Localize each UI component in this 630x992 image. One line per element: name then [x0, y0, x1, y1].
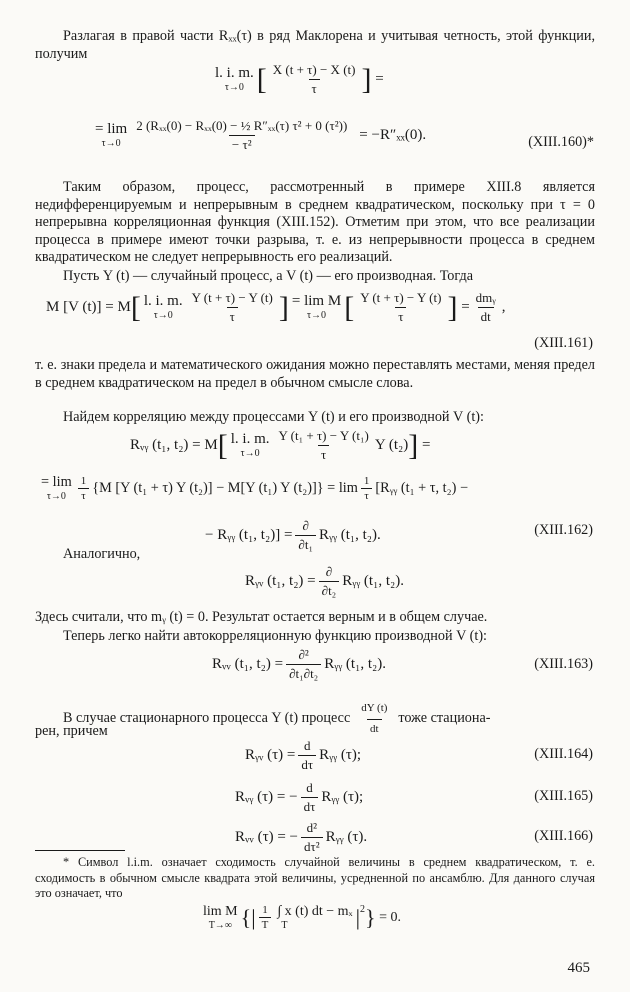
page-number: 465	[567, 960, 590, 976]
equation-xiii-162-line1: Rᵥᵧ (t₁, t₂) = M [ l. i. m. τ→0 $\frac{\text{Y (t₁ + τ) − Y (t₁)}}{\tau}$ Y (t₂) ] =	[130, 428, 431, 462]
equation-tail: Rᵧᵧ (τ);	[319, 747, 362, 763]
equation-tail: Rᵧᵧ (t₁, t₂).	[319, 527, 381, 543]
lim-operator: lim M	[203, 903, 238, 919]
lim-subscript: τ→0	[101, 138, 121, 149]
numerator: Y (t + τ) − Y (t)	[191, 290, 273, 305]
fraction	[298, 738, 316, 773]
denominator: ∂t₁	[295, 535, 316, 553]
equation-lhs: M [V (t)] = M	[46, 299, 131, 315]
fraction	[319, 564, 340, 599]
denominator: τ	[361, 488, 371, 502]
equation-body: {M [Y (t₁ + τ) Y (t₂)] − M[Y (t₁) Y (t₂)]} = lim	[92, 480, 358, 496]
lim-operator: l. i. m.	[230, 431, 270, 447]
denominator: dt	[367, 719, 382, 739]
equation-tail: Rᵧᵧ (t₁, t₂).	[324, 656, 386, 672]
numerator: 2 (Rₓₓ(0) − Rₓₓ(0) − ½ R″ₓₓ(τ) τ² + 0 (τ²))	[136, 118, 348, 133]
equation-tail: = 0.	[379, 909, 401, 925]
fraction	[259, 904, 272, 931]
equation-lhs: Rᵥᵥ (τ) = −	[235, 829, 299, 845]
numerator: 1	[262, 904, 268, 916]
numerator: d	[303, 738, 311, 753]
numerator: Y (t + τ) − Y (t)	[360, 290, 442, 305]
fraction	[357, 290, 444, 325]
lim-subscript: τ→0	[224, 82, 244, 93]
equation-analogous	[245, 564, 404, 599]
footnote-divider	[35, 850, 125, 851]
footnote-equation: lim M T→∞ { | $\frac{1}{T}$ ∫ x (t) dt − mₓ T | $^2$ } = 0.	[203, 903, 401, 931]
lim-subscript: τ→0	[307, 310, 327, 321]
integral-body: ∫ x (t) dt − mₓ	[277, 903, 353, 919]
paragraph-2: Таким образом, процесс, рассмотренный в примере XIII.8 является недифференцируемым и непрерывным в среднем квадратическом, поскольку при τ = 0 непрерывна корреляционная функция (XIII.152). Отметим при этом, что все реализации процесса в примере имеют точки разрыва, т. е. из непрерывности процесса в среднем квадратическом не следует непрерывность его реализаций.	[35, 179, 595, 266]
lim-operator: l. i. m.	[143, 293, 183, 309]
paragraph-6: Аналогично,	[63, 546, 141, 562]
lim-operator: = lim	[95, 121, 128, 137]
equation-lhs: Rᵥᵥ (t₁, t₂) =	[212, 656, 284, 672]
numerator: dY (t)	[361, 702, 388, 714]
equation-xiii-162-line2	[38, 475, 468, 502]
denominator: ∂t₂	[319, 581, 340, 599]
equation-number: (XIII.164)	[534, 746, 593, 762]
paragraph-3: Пусть Y (t) — случайный процесс, а V (t) — его производная. Тогда	[63, 268, 474, 284]
numerator: ∂	[325, 564, 333, 579]
fraction	[473, 290, 499, 325]
denominator: ∂t₁∂t₂	[286, 664, 321, 682]
numerator: Y (t₁ + τ) − Y (t₁)	[278, 428, 369, 443]
paragraph-1: Разлагая в правой части Rₓₓ(τ) в ряд Маклорена и учитывая четность, этой функции, получим	[35, 28, 595, 62]
equation-tail: Y (t₂)	[374, 437, 409, 453]
paragraph-7: Здесь считали, что mᵧ (t) = 0. Результат остается верным и в общем случае.	[35, 609, 488, 625]
denominator: τ	[227, 307, 238, 325]
fraction	[276, 428, 372, 463]
paragraph-9-continuation: рен, причем	[35, 723, 108, 739]
equation-lhs: Rᵧᵥ (t₁, t₂) =	[245, 573, 316, 589]
equation-xiii-166	[235, 820, 367, 855]
equation-number: (XIII.161)	[534, 335, 593, 351]
numerator: d	[306, 780, 313, 795]
numerator: dmᵧ	[475, 290, 496, 305]
equation-lhs: Rᵥᵧ (τ) = −	[235, 789, 298, 805]
numerator: 1	[80, 475, 87, 487]
numerator: X (t + τ) − X (t)	[272, 62, 356, 77]
denominator: dτ²	[301, 837, 323, 855]
paragraph-8: Теперь легко найти автокорреляционную функцию производной V (t):	[63, 628, 487, 644]
lim-subscript: τ→0	[240, 448, 260, 459]
equation-xiii-161: M [V (t)] = M [ l. i. m. τ→0 $\frac{Y (t + \tau) - Y (t)}{\tau}$ ] = lim M τ→0 [ $\frac{Y (t + \tau) - Y (t)}{\tau}$ ] = dmᵧ dt ,	[46, 290, 506, 324]
denominator: τ	[309, 79, 320, 97]
numerator: ∂²	[298, 647, 309, 662]
equation-tail: [Rᵧᵧ (t₁ + τ, t₂) −	[375, 480, 469, 496]
fraction	[301, 780, 319, 815]
lim-subscript: τ→0	[153, 310, 173, 321]
lim-operator: = lim M	[291, 293, 342, 309]
equation-body: − Rᵧᵧ (t₁, t₂)] =	[205, 527, 293, 543]
lim-subscript: T→∞	[208, 919, 232, 931]
numerator: d²	[306, 820, 318, 835]
equation-number: (XIII.163)	[534, 656, 593, 672]
fraction	[133, 118, 350, 153]
equation-lhs: Rᵧᵥ (τ) =	[245, 747, 296, 763]
denominator: dτ	[301, 797, 319, 815]
denominator: dt	[478, 307, 494, 325]
equation-number: (XIII.160)*	[528, 134, 594, 150]
fraction	[270, 62, 359, 97]
equation-lim-line1: l. i. m. τ→0 [ $\frac{X (t + \tau) - X (t)}{\tau}$ ] =	[215, 62, 384, 96]
equation-xiii-163	[212, 647, 386, 682]
fraction	[78, 475, 90, 502]
denominator: τ	[78, 488, 88, 502]
denominator: τ	[395, 307, 406, 325]
fraction	[361, 475, 373, 502]
integral-subscript: T	[281, 919, 288, 931]
equation-tail: Rᵧᵧ (t₁, t₂).	[342, 573, 404, 589]
equation-lhs: Rᵥᵧ (t₁, t₂) = M	[130, 437, 218, 453]
equation-number: (XIII.162)	[534, 522, 593, 538]
lim-operator: = lim	[41, 474, 72, 491]
equation-result: = −R″ₓₓ(0).	[359, 127, 427, 143]
fraction	[301, 820, 323, 855]
equation-xiii-165	[235, 780, 363, 815]
equation-tail: Rᵧᵧ (τ).	[325, 829, 368, 845]
denominator: − τ²	[229, 135, 255, 153]
numerator: 1	[363, 475, 370, 487]
equation-xiii-160	[92, 118, 426, 153]
paragraph-9-text: В случае стационарного процесса Y (t) процесс	[63, 710, 351, 727]
denominator: T	[259, 917, 272, 931]
lim-operator: l. i. m.	[215, 65, 254, 81]
denominator: τ	[318, 445, 329, 463]
equation-number: (XIII.166)	[534, 828, 593, 844]
fraction	[286, 647, 321, 682]
denominator: dτ	[298, 755, 316, 773]
equation-xiii-164	[245, 738, 361, 773]
lim-subscript: τ→0	[46, 490, 66, 502]
equation-tail: Rᵧᵧ (τ);	[321, 789, 364, 805]
paragraph-4: т. е. знаки предела и математического ожидания можно переставлять местами, меняя предел в среднем квадратическом на предел в обычном смысле слова.	[35, 357, 595, 391]
fraction	[189, 290, 276, 325]
paragraph-5: Найдем корреляцию между процессами Y (t) и его производной V (t):	[63, 409, 484, 425]
footnote: * Символ l.i.m. означает сходимость случайной величины в среднем квадратическом, т. е. сходимость в обычном смысле квадрата этой величины, усредненной по ансамблю. Для данного случая это означает, что	[35, 855, 595, 900]
paragraph-9-text-end: тоже стациона-	[398, 710, 491, 727]
equation-number: (XIII.165)	[534, 788, 593, 804]
numerator: ∂	[302, 518, 309, 533]
